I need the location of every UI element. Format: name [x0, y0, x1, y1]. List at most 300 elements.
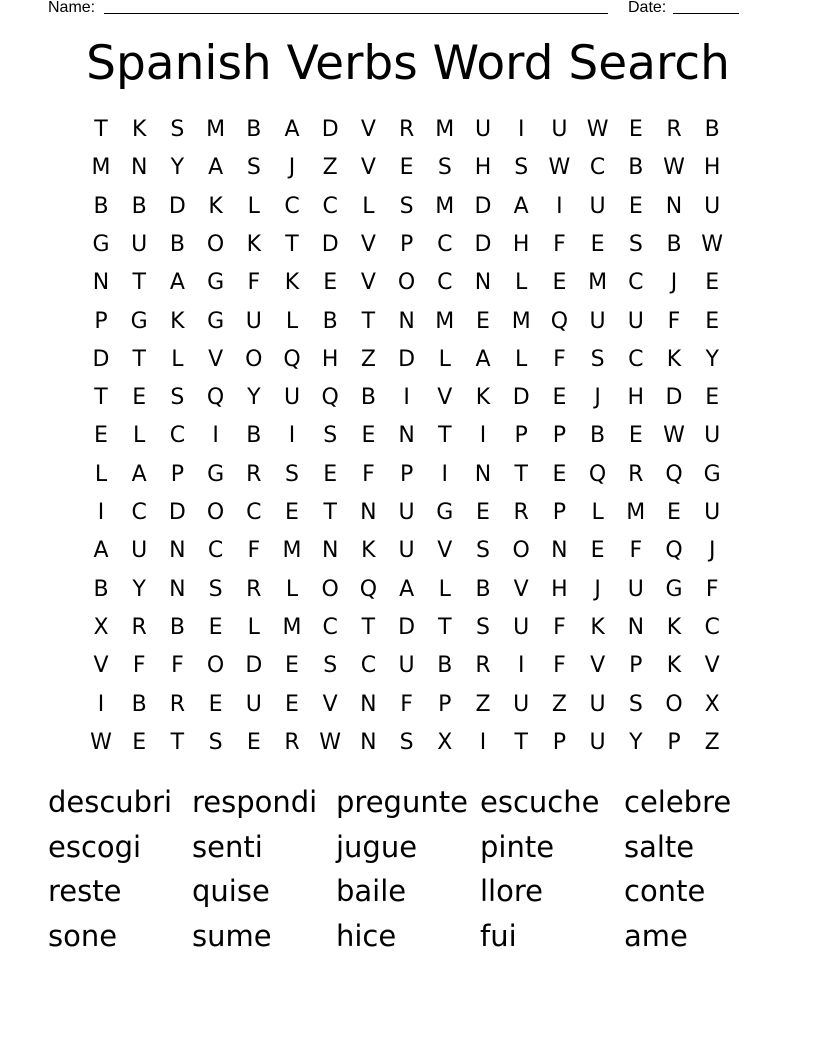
grid-cell[interactable]: S	[170, 117, 185, 142]
grid-cell[interactable]: T	[438, 423, 452, 449]
grid-cell[interactable]: B	[246, 423, 262, 449]
grid-cell[interactable]: E	[246, 729, 261, 755]
grid-cell[interactable]: I	[403, 385, 410, 411]
grid-cell[interactable]: N	[360, 691, 377, 717]
grid-cell[interactable]: C	[322, 614, 338, 640]
grid-cell[interactable]: L	[133, 423, 146, 449]
grid-cell[interactable]: U	[131, 231, 148, 257]
grid-cell[interactable]: E	[552, 385, 567, 411]
grid-cell[interactable]: K	[666, 653, 682, 679]
grid-cell[interactable]: W	[548, 155, 571, 181]
grid-cell[interactable]: T	[514, 729, 528, 755]
grid-cell[interactable]: A	[475, 346, 491, 372]
grid-cell[interactable]: B	[169, 614, 185, 640]
grid-cell[interactable]: N	[321, 538, 339, 564]
grid-cell[interactable]: E	[476, 308, 490, 334]
grid-cell[interactable]: M	[435, 117, 455, 142]
grid-cell[interactable]: S	[437, 155, 452, 181]
grid-cell[interactable]: U	[704, 500, 721, 525]
word-list-item: escuche	[480, 785, 600, 819]
grid-cell[interactable]: K	[246, 231, 262, 257]
grid-cell[interactable]: U	[589, 193, 606, 219]
grid-cell[interactable]: F	[629, 538, 643, 564]
grid-cell[interactable]: C	[628, 346, 644, 372]
grid-cell[interactable]: E	[705, 308, 720, 334]
grid-cell[interactable]: F	[247, 270, 261, 296]
grid-cell[interactable]: Q	[665, 461, 683, 487]
grid-cell[interactable]: M	[282, 614, 302, 640]
grid-cell[interactable]: F	[553, 346, 566, 372]
grid-cell[interactable]: E	[94, 423, 108, 449]
grid-cell[interactable]: N	[92, 270, 110, 296]
grid-cell[interactable]: D	[398, 346, 416, 372]
grid-cell[interactable]: V	[704, 653, 720, 679]
grid-cell[interactable]: V	[208, 346, 224, 372]
grid-cell[interactable]: P	[399, 231, 414, 257]
grid-cell[interactable]: N	[474, 461, 492, 487]
grid-cell[interactable]: Y	[247, 385, 261, 411]
grid-cell[interactable]: E	[628, 423, 643, 449]
grid-cell[interactable]: O	[206, 500, 225, 525]
grid-cell[interactable]: E	[628, 193, 643, 219]
grid-cell[interactable]: R	[169, 691, 186, 717]
grid-cell[interactable]: S	[170, 385, 185, 411]
grid-cell[interactable]: V	[513, 576, 529, 602]
grid-cell[interactable]: E	[285, 653, 299, 679]
grid-cell[interactable]: R	[513, 500, 529, 525]
grid-cell[interactable]: L	[438, 576, 451, 602]
grid-cell[interactable]: S	[476, 614, 490, 640]
grid-cell[interactable]: E	[285, 500, 299, 525]
grid-cell[interactable]: K	[361, 538, 376, 564]
grid-cell[interactable]: L	[515, 270, 528, 296]
grid-cell[interactable]: B	[666, 231, 682, 257]
grid-cell[interactable]: I	[479, 423, 487, 449]
grid-cell[interactable]: T	[361, 614, 376, 640]
grid-cell[interactable]: E	[132, 385, 147, 411]
grid-cell[interactable]: H	[703, 155, 721, 181]
grid-cell[interactable]: B	[246, 117, 262, 142]
grid-cell[interactable]: Z	[360, 346, 376, 372]
grid-cell[interactable]: Q	[321, 385, 339, 411]
grid-cell[interactable]: V	[360, 155, 376, 181]
grid-cell[interactable]: R	[475, 653, 491, 679]
grid-cell[interactable]: U	[589, 691, 606, 717]
grid-cell[interactable]: I	[556, 193, 563, 219]
grid-cell[interactable]: N	[474, 270, 492, 296]
grid-cell[interactable]: E	[590, 231, 605, 257]
grid-cell[interactable]: S	[628, 691, 643, 717]
grid-cell[interactable]: I	[517, 117, 525, 142]
grid-cell[interactable]: U	[627, 576, 644, 602]
grid-cell[interactable]: F	[553, 614, 566, 640]
grid-cell[interactable]: I	[97, 500, 105, 525]
grid-cell[interactable]: E	[323, 270, 338, 296]
grid-cell[interactable]: B	[131, 691, 147, 717]
grid-cell[interactable]: C	[322, 193, 338, 219]
grid-cell[interactable]: C	[131, 500, 147, 525]
grid-cell[interactable]: S	[399, 729, 414, 755]
grid-cell[interactable]: O	[321, 576, 339, 602]
grid-cell[interactable]: S	[476, 538, 490, 564]
grid-cell[interactable]: E	[552, 461, 567, 487]
grid-cell[interactable]: U	[245, 308, 262, 334]
grid-cell[interactable]: S	[246, 155, 261, 181]
grid-cell[interactable]: C	[207, 538, 224, 564]
grid-cell[interactable]: K	[475, 385, 491, 411]
grid-cell[interactable]: M	[435, 193, 455, 219]
grid-cell[interactable]: T	[132, 270, 146, 296]
grid-cell[interactable]: U	[704, 193, 721, 219]
grid-cell[interactable]: E	[476, 500, 490, 525]
grid-cell[interactable]: N	[360, 729, 377, 755]
grid-cell[interactable]: E	[705, 385, 720, 411]
grid-cell[interactable]: U	[131, 538, 148, 564]
grid-cell[interactable]: G	[703, 461, 721, 487]
grid-cell[interactable]: Q	[588, 461, 607, 487]
grid-cell[interactable]: L	[438, 346, 451, 372]
grid-cell[interactable]: G	[665, 576, 683, 602]
grid-cell[interactable]: B	[93, 576, 109, 602]
grid-cell[interactable]: T	[94, 117, 108, 142]
grid-cell[interactable]: U	[398, 538, 415, 564]
grid-cell[interactable]: D	[92, 346, 110, 372]
word-list-item: pregunte	[336, 785, 468, 819]
grid-cell[interactable]: B	[437, 653, 453, 679]
grid-cell[interactable]: E	[132, 729, 147, 755]
grid-cell[interactable]: X	[704, 691, 720, 717]
grid-cell[interactable]: L	[515, 346, 528, 372]
grid-cell[interactable]: G	[436, 500, 454, 525]
grid-cell[interactable]: E	[705, 270, 720, 296]
grid-cell[interactable]: D	[665, 385, 683, 411]
grid-cell[interactable]: U	[589, 308, 606, 334]
grid-cell[interactable]: S	[399, 193, 414, 219]
grid-cell[interactable]: D	[398, 614, 416, 640]
grid-cell[interactable]: F	[705, 576, 719, 602]
grid-cell[interactable]: F	[667, 308, 681, 334]
grid-cell[interactable]: N	[627, 614, 645, 640]
word-list-item: quise	[192, 874, 270, 909]
grid-cell[interactable]: Q	[283, 346, 301, 372]
grid-cell[interactable]: W	[663, 155, 685, 181]
grid-cell[interactable]: T	[170, 729, 185, 755]
grid-cell[interactable]: P	[399, 461, 414, 487]
grid-cell[interactable]: K	[170, 308, 185, 334]
grid-cell[interactable]: A	[131, 461, 147, 487]
grid-cell[interactable]: L	[362, 193, 375, 219]
grid-cell[interactable]: P	[94, 308, 108, 334]
grid-cell[interactable]: P	[170, 461, 185, 487]
grid-cell[interactable]: A	[399, 576, 415, 602]
grid-cell[interactable]: D	[168, 500, 186, 525]
grid-cell[interactable]: K	[666, 346, 682, 372]
grid-cell[interactable]: C	[704, 614, 720, 640]
grid-cell[interactable]: E	[552, 270, 567, 296]
word-list-item: jugue	[336, 829, 418, 864]
grid-cell[interactable]: H	[321, 346, 339, 372]
grid-cell[interactable]: F	[553, 231, 566, 257]
grid-cell[interactable]: J	[670, 270, 678, 296]
grid-cell[interactable]: P	[552, 500, 567, 525]
grid-cell[interactable]: Q	[550, 308, 569, 334]
grid-cell[interactable]: M	[91, 155, 111, 181]
grid-cell[interactable]: C	[589, 155, 606, 181]
grid-cell[interactable]: L	[247, 614, 260, 640]
grid-cell[interactable]: S	[514, 155, 529, 181]
grid-cell[interactable]: B	[628, 155, 644, 181]
grid-cell[interactable]: S	[323, 423, 338, 449]
grid-cell[interactable]: I	[517, 653, 525, 679]
grid-cell[interactable]: U	[551, 117, 568, 142]
grid-cell[interactable]: D	[512, 385, 530, 411]
grid-cell[interactable]: E	[361, 423, 376, 449]
grid-cell[interactable]: R	[284, 729, 300, 755]
grid-cell[interactable]: I	[479, 729, 487, 755]
grid-cell[interactable]: N	[398, 308, 415, 334]
grid-cell[interactable]: I	[288, 423, 296, 449]
grid-cell[interactable]: D	[321, 231, 339, 257]
grid-cell[interactable]: B	[93, 193, 109, 219]
grid-cell[interactable]: V	[590, 653, 606, 679]
grid-cell[interactable]: G	[207, 270, 225, 296]
grid-cell[interactable]: O	[245, 346, 263, 372]
grid-cell[interactable]: S	[208, 729, 223, 755]
grid-cell[interactable]: V	[360, 270, 376, 296]
grid-cell[interactable]: V	[360, 231, 376, 257]
grid-cell[interactable]: J	[708, 538, 716, 564]
grid-cell[interactable]: H	[474, 155, 492, 181]
grid-cell[interactable]: U	[513, 614, 530, 640]
word-list-item: descubri	[48, 785, 173, 819]
grid-cell[interactable]: K	[131, 117, 147, 142]
grid-cell[interactable]: U	[704, 423, 721, 449]
grid-cell[interactable]: V	[437, 538, 453, 564]
grid-cell[interactable]: O	[206, 231, 225, 257]
grid-cell[interactable]: S	[208, 576, 223, 602]
grid-cell[interactable]: T	[361, 308, 376, 334]
grid-cell[interactable]: F	[247, 538, 261, 564]
grid-cell[interactable]: G	[92, 231, 110, 257]
word-list-item: escogi	[48, 829, 142, 864]
grid-cell[interactable]: V	[437, 385, 453, 411]
grid-cell[interactable]: U	[627, 308, 644, 334]
grid-cell[interactable]: I	[212, 423, 219, 449]
grid-cell[interactable]: I	[97, 691, 105, 717]
grid-cell[interactable]: K	[590, 614, 605, 640]
grid-cell[interactable]: U	[398, 500, 415, 525]
grid-cell[interactable]: S	[285, 461, 299, 487]
grid-cell[interactable]: S	[628, 231, 643, 257]
grid-cell[interactable]: E	[667, 500, 681, 525]
grid-cell[interactable]: Z	[475, 691, 491, 717]
grid-cell[interactable]: O	[397, 270, 416, 296]
grid-cell[interactable]: F	[362, 461, 375, 487]
grid-cell[interactable]: M	[626, 500, 646, 525]
grid-cell[interactable]: K	[284, 270, 300, 296]
grid-cell[interactable]: T	[285, 231, 299, 257]
grid-cell[interactable]: N	[169, 538, 186, 564]
grid-cell[interactable]: N	[551, 538, 568, 564]
grid-cell[interactable]: L	[247, 193, 260, 219]
grid-cell[interactable]: T	[323, 500, 337, 525]
grid-cell[interactable]: T	[514, 461, 528, 487]
grid-cell[interactable]: E	[285, 691, 299, 717]
grid-cell[interactable]: D	[168, 193, 186, 219]
grid-cell[interactable]: O	[512, 538, 530, 564]
grid-cell[interactable]: D	[474, 193, 492, 219]
grid-cell[interactable]: B	[475, 576, 491, 602]
grid-cell[interactable]: U	[283, 385, 301, 411]
grid-cell[interactable]: F	[132, 653, 146, 679]
grid-cell[interactable]: Y	[132, 576, 146, 602]
grid-cell[interactable]: E	[628, 117, 643, 142]
grid-cell[interactable]: R	[246, 576, 262, 602]
grid-cell[interactable]: K	[666, 614, 682, 640]
grid-cell[interactable]: S	[323, 653, 338, 679]
word-list-item: sume	[192, 918, 272, 953]
grid-cell[interactable]: I	[441, 461, 449, 487]
grid-cell[interactable]: E	[399, 155, 414, 181]
grid-cell[interactable]: P	[552, 729, 567, 755]
grid-cell[interactable]: V	[360, 117, 376, 142]
grid-cell[interactable]: W	[663, 423, 685, 449]
grid-cell[interactable]: H	[512, 231, 530, 257]
grid-cell[interactable]: M	[435, 308, 455, 334]
grid-cell[interactable]: R	[246, 461, 262, 487]
grid-cell[interactable]: Z	[322, 155, 338, 181]
grid-cell[interactable]: P	[629, 653, 643, 679]
grid-cell[interactable]: Z	[551, 691, 567, 717]
grid-cell[interactable]: L	[591, 500, 604, 525]
grid-cell[interactable]: Y	[170, 155, 185, 181]
grid-cell[interactable]: T	[132, 346, 146, 372]
grid-cell[interactable]: Q	[665, 538, 683, 564]
grid-cell[interactable]: E	[208, 691, 223, 717]
grid-cell[interactable]: W	[701, 231, 724, 257]
grid-cell[interactable]: N	[360, 500, 377, 525]
grid-cell[interactable]: M	[282, 538, 302, 564]
grid-cell[interactable]: W	[90, 729, 112, 755]
grid-cell[interactable]: E	[323, 461, 338, 487]
grid-cell[interactable]: G	[207, 308, 225, 334]
grid-cell[interactable]: X	[437, 729, 453, 755]
grid-cell[interactable]: Q	[359, 576, 378, 602]
grid-cell[interactable]: D	[245, 653, 263, 679]
word-list-item: fui	[480, 918, 517, 953]
grid-cell[interactable]: M	[206, 117, 226, 142]
grid-cell[interactable]: L	[171, 346, 184, 372]
grid-cell[interactable]: U	[513, 691, 530, 717]
grid-cell[interactable]: R	[398, 117, 415, 142]
grid-cell[interactable]: N	[169, 576, 186, 602]
grid-cell[interactable]: O	[206, 653, 225, 679]
grid-cell[interactable]: N	[398, 423, 415, 449]
grid-cell[interactable]: N	[665, 193, 683, 219]
grid-cell[interactable]: A	[93, 538, 109, 564]
grid-cell[interactable]: V	[93, 653, 109, 679]
grid-cell[interactable]: B	[704, 117, 720, 142]
grid-cell[interactable]: B	[590, 423, 606, 449]
grid-cell[interactable]: X	[93, 614, 109, 640]
grid-cell[interactable]: H	[551, 576, 568, 602]
grid-cell[interactable]: L	[285, 576, 299, 602]
grid-cell[interactable]: P	[552, 423, 567, 449]
grid-cell[interactable]: J	[594, 385, 601, 411]
grid-cell[interactable]: H	[627, 385, 645, 411]
grid-cell[interactable]: C	[246, 500, 262, 525]
grid-cell[interactable]: B	[360, 385, 376, 411]
grid-cell[interactable]: N	[130, 155, 148, 181]
grid-cell[interactable]: G	[130, 308, 148, 334]
grid-cell[interactable]: C	[360, 653, 377, 679]
grid-cell[interactable]: A	[208, 155, 224, 181]
grid-cell[interactable]: W	[319, 729, 342, 755]
grid-cell[interactable]: T	[94, 385, 108, 411]
grid-cell[interactable]: R	[131, 614, 147, 640]
grid-cell[interactable]: P	[514, 423, 528, 449]
grid-cell[interactable]: A	[169, 270, 185, 296]
grid-cell[interactable]: G	[207, 461, 225, 487]
word-list-item: conte	[624, 874, 706, 909]
grid-cell[interactable]: C	[628, 270, 644, 296]
grid-cell[interactable]: A	[513, 193, 529, 219]
grid-cell[interactable]: D	[474, 231, 492, 257]
grid-cell[interactable]: E	[208, 614, 223, 640]
grid-cell[interactable]: F	[553, 653, 566, 679]
grid-cell[interactable]: Y	[705, 346, 719, 372]
grid-cell[interactable]: U	[589, 729, 606, 755]
grid-cell[interactable]: Y	[629, 729, 643, 755]
grid-cell[interactable]: V	[322, 691, 338, 717]
grid-cell[interactable]: D	[321, 117, 339, 142]
grid-cell[interactable]: Q	[206, 385, 225, 411]
grid-cell[interactable]: U	[398, 653, 415, 679]
grid-cell[interactable]: T	[438, 614, 452, 640]
grid-cell[interactable]: J	[288, 155, 296, 181]
grid-cell[interactable]: U	[474, 117, 492, 142]
grid-cell[interactable]: U	[245, 691, 262, 717]
grid-cell[interactable]: S	[590, 346, 605, 372]
grid-cell[interactable]: M	[588, 270, 608, 296]
grid-cell[interactable]: O	[665, 691, 683, 717]
grid-cell[interactable]: R	[666, 117, 682, 142]
grid-cell[interactable]: J	[594, 576, 601, 602]
date-label: Date:	[628, 0, 667, 16]
grid-cell[interactable]: R	[628, 461, 644, 487]
grid-cell[interactable]: B	[169, 231, 185, 257]
grid-cell[interactable]: P	[438, 691, 452, 717]
grid-cell[interactable]: E	[590, 538, 605, 564]
grid-cell[interactable]: F	[171, 653, 184, 679]
grid-cell[interactable]: W	[586, 117, 609, 142]
grid-cell[interactable]: P	[667, 729, 681, 755]
grid-cell[interactable]: K	[208, 193, 223, 219]
grid-cell[interactable]: C	[437, 231, 453, 257]
grid-cell[interactable]: B	[131, 193, 147, 219]
grid-cell[interactable]: C	[284, 193, 300, 219]
grid-cell[interactable]: B	[322, 308, 338, 334]
grid-cell[interactable]: C	[169, 423, 186, 449]
grid-cell[interactable]: L	[285, 308, 299, 334]
grid-cell[interactable]: A	[284, 117, 300, 142]
grid-cell[interactable]: L	[94, 461, 108, 487]
grid-cell[interactable]: Z	[704, 729, 720, 755]
grid-cell[interactable]: F	[400, 691, 413, 717]
grid-cell[interactable]: C	[437, 270, 453, 296]
grid-cell[interactable]: M	[511, 308, 531, 334]
letter-grid	[82, 111, 734, 761]
